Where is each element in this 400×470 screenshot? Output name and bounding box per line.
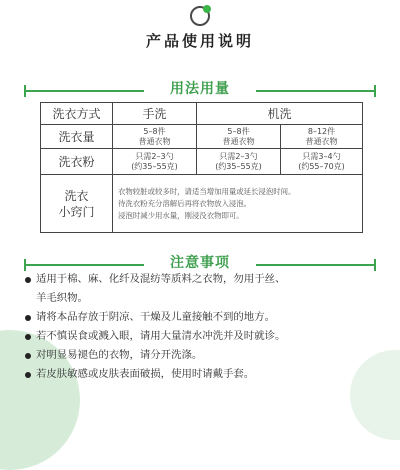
powder-dose: 只需3–4勺 <box>302 151 341 161</box>
amount-cell <box>281 125 363 149</box>
header-bar-right <box>374 85 376 97</box>
list-item <box>24 365 376 384</box>
tips-cell <box>113 175 363 233</box>
tips-label-line1: 洗衣 <box>64 188 89 203</box>
logo-dot <box>203 5 211 13</box>
machine-wash-header: 机洗 <box>197 103 363 125</box>
amount-cell <box>197 125 281 149</box>
bullet-icon <box>25 334 31 340</box>
amount-label: 洗衣量 <box>41 125 113 149</box>
notes-section-header <box>0 252 400 272</box>
usage-table <box>40 102 363 233</box>
powder-grams: (约55–70克) <box>298 161 345 171</box>
note-text: 对明显易褪色的衣物，请分开洗涤。 <box>36 349 203 361</box>
note-text: 请将本品存放于阴凉、干燥及儿童接触不到的地方。 <box>36 311 275 323</box>
table-row <box>41 149 363 175</box>
brand-logo-icon <box>190 6 210 26</box>
powder-grams: (约35–55克) <box>131 161 178 171</box>
amount-desc: 普通衣物 <box>305 136 338 146</box>
amount-count: 5–8件 <box>143 126 166 136</box>
page-title: 产品使用说明 <box>145 32 254 50</box>
header-line-right <box>256 264 376 266</box>
list-item <box>24 308 376 327</box>
bullet-icon <box>25 315 31 321</box>
header-line-right <box>256 90 376 92</box>
tip-item: 待洗衣粉充分溶解后再将衣物放入浸泡。 <box>118 198 252 208</box>
note-text: 若不慎误食或溅入眼，请用大量清水冲洗并及时就诊。 <box>36 330 286 342</box>
list-item <box>24 346 376 365</box>
powder-cell <box>197 149 281 175</box>
tip-item: 浸泡时减少用水量，刚浸没衣物即可。 <box>118 210 244 220</box>
powder-cell <box>113 149 197 175</box>
hand-wash-header: 手洗 <box>113 103 197 125</box>
list-item <box>24 270 376 308</box>
usage-heading: 用法用量 <box>170 81 230 97</box>
amount-count: 5–8件 <box>227 126 250 136</box>
note-text: 若皮肤敏感或皮肤表面破损，使用时请戴手套。 <box>36 368 255 380</box>
amount-count: 8–12件 <box>307 126 336 136</box>
bullet-icon <box>25 277 31 283</box>
amount-desc: 普通衣物 <box>222 136 255 146</box>
amount-cell <box>113 125 197 149</box>
amount-desc: 普通衣物 <box>138 136 171 146</box>
tips-label-line2: 小窍门 <box>58 204 95 219</box>
bullet-icon <box>25 353 31 359</box>
tips-label <box>41 175 113 233</box>
bullet-icon <box>25 372 31 378</box>
usage-section-header <box>0 78 400 98</box>
powder-cell <box>281 149 363 175</box>
powder-dose: 只需2–3勺 <box>135 151 174 161</box>
notes-heading: 注意事项 <box>170 255 230 271</box>
tip-item: 衣物较脏或较多时，请适当增加用量或延长浸泡时间。 <box>118 186 296 196</box>
powder-dose: 只需2–3勺 <box>219 151 258 161</box>
powder-label: 洗衣粉 <box>41 149 113 175</box>
table-row <box>41 175 363 233</box>
table-row <box>41 125 363 149</box>
note-text-cont: 羊毛织物。 <box>36 292 88 304</box>
powder-grams: (约35–55克) <box>215 161 262 171</box>
notes-list <box>24 270 376 384</box>
list-item <box>24 327 376 346</box>
table-row <box>41 103 363 125</box>
method-label: 洗衣方式 <box>41 103 113 125</box>
note-text: 适用于棉、麻、化纤及混纺等质料之衣物，勿用于丝、 <box>36 273 286 285</box>
